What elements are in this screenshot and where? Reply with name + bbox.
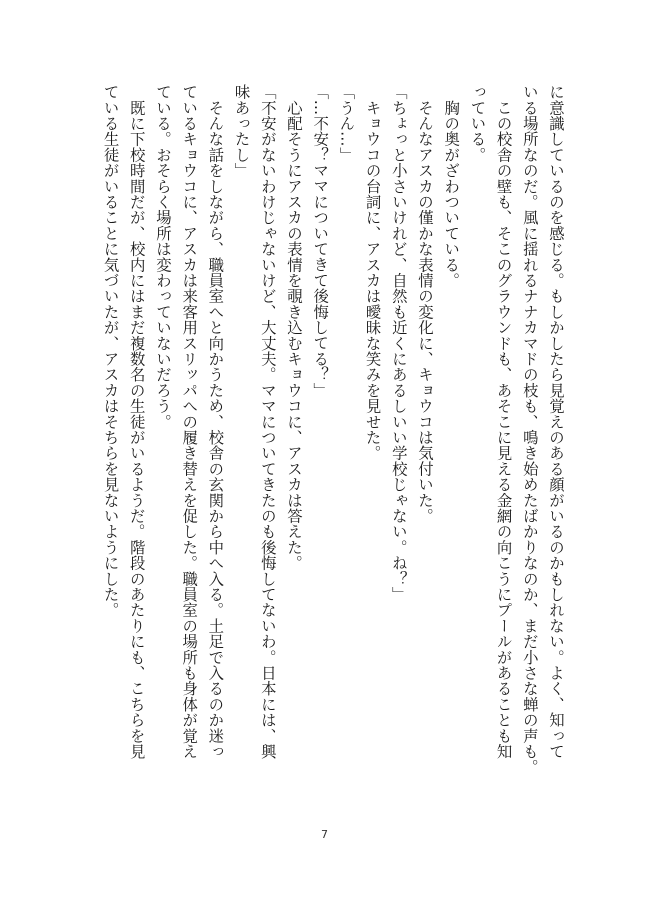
text-line: に意識しているのを感じる。もしかしたら見覚えのある顔がいるのかもしれない。よく、知って (547, 84, 565, 760)
text-line: この校舎の壁も、そこのグラウンドも、あそこに見える金網の向こうにプールがあることも知 (494, 84, 513, 760)
text-line: 胸の奥がざわついている。 (442, 84, 461, 289)
text-line: 既に下校時間だが、校内にはまだ複数名の生徒がいるようだ。階段のあたりにも、こちらを見 (127, 84, 146, 760)
text-line: ている生徒がいることに気づいたが、アスカはそちらを見ないようにした。 (101, 84, 120, 618)
text-line: そんな話をしながら、職員室へと向かうため、校舎の玄関から中へ入る。土足で入るのか迷っ (206, 84, 225, 760)
text-line: 「ちょっと小さいけれど、自然も近くにあるしいい学校じゃない。ね？」 (389, 84, 408, 603)
text-line: 「…不安？ママについてきて後悔してる？」 (311, 84, 330, 398)
text-line: ているキョウコに、アスカは来客用スリッパへの履き替えを促した。職員室の場所も身体が覚え (180, 84, 199, 760)
text-line: 「不安がないわけじゃないけど、大丈夫。ママについてきたのも後悔してないわ。日本には、興 (258, 84, 277, 760)
text-line: 心配そうにアスカの表情を覗き込むキョウコに、アスカは答えた。 (284, 84, 303, 571)
text-line: そんなアスカの僅かな表情の変化に、キョウコは気付いた。 (415, 84, 434, 524)
vertical-text-body (69, 84, 569, 819)
text-line: 味あったし」 (232, 84, 251, 179)
page-number: 7 (321, 828, 328, 841)
text-line: キョウコの台詞に、アスカは曖昧な笑みを見せた。 (363, 84, 382, 461)
text-line: 「うん…」 (337, 84, 356, 163)
text-line: ている。おそらく場所は変わっていないだろう。 (153, 84, 172, 430)
text-line: っている。 (468, 84, 487, 163)
text-line: いる場所なのだ。風に揺れるナナカマドの枝も、鳴き始めたばかりなのか、まだ小さな蝉の声も。 (520, 84, 539, 775)
